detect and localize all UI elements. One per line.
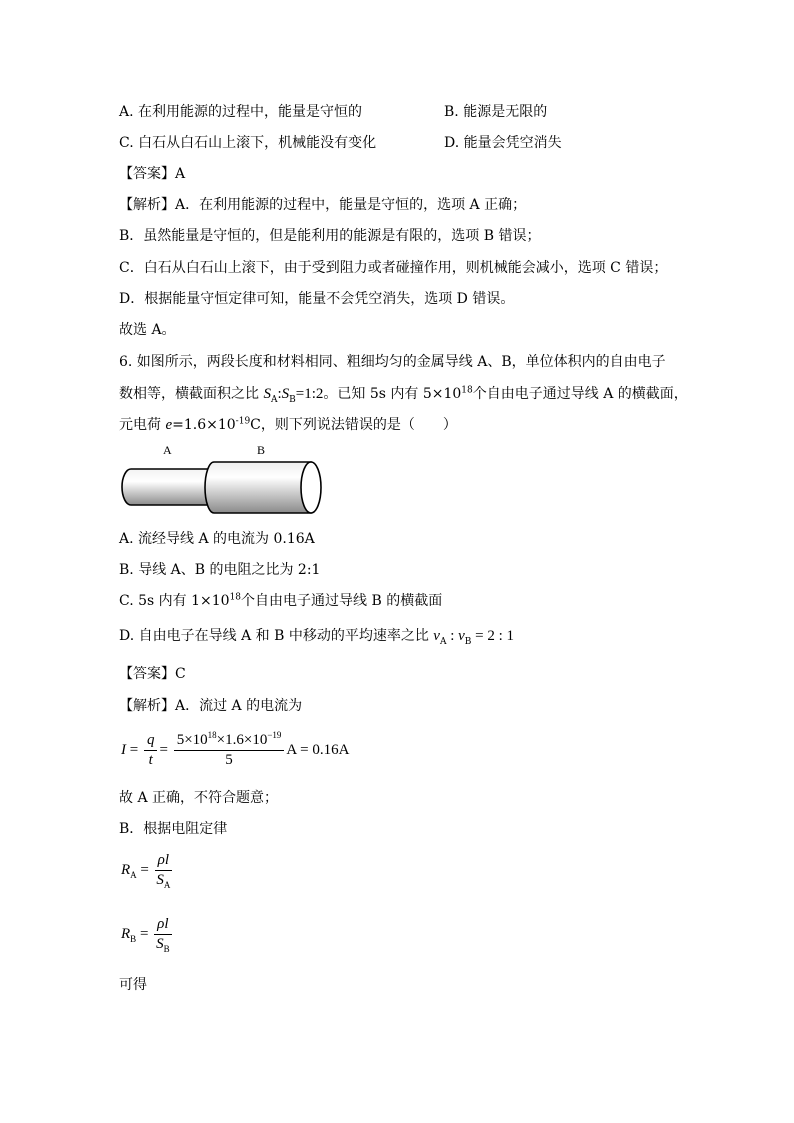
resistance-a-equation: $R_A$ = $\frac{\rho l}{S_A}$	[121, 852, 171, 890]
q5-analysis-line: B．虽然能量是守恒的，但是能利用的能源是有限的，选项 B 错误；	[119, 228, 541, 244]
symbol-e: e	[165, 417, 173, 433]
wire-a	[122, 469, 211, 505]
fraction-value	[174, 732, 285, 769]
q6-option-b: B. 导线 A、B 的电阻之比为 2:1	[119, 562, 321, 578]
symbol-s: S	[281, 386, 290, 402]
symbol-v: v	[433, 628, 440, 644]
stem-text: 数相等，横截面积之比	[119, 386, 264, 402]
q5-analysis-line: 【解析】A．在利用能源的过程中，能量是守恒的，选项 A 正确；	[119, 197, 527, 213]
fraction-rho-l-over-sb: $\frac{\rho l}{S_B}$	[156, 916, 170, 954]
q5-option-c: C. 白石从白石山上滚下，机械能没有变化	[119, 135, 377, 151]
subscript: A	[439, 636, 447, 647]
q5-option-a: A. 在利用能源的过程中，能量是守恒的	[119, 104, 363, 120]
q6-conclude: 可得	[119, 977, 147, 993]
numerator: ρl	[155, 852, 172, 871]
q5-option-d: D. 能量会凭空消失	[444, 135, 562, 151]
stem-text: C，则下列说法错误的是（ ）	[250, 417, 457, 433]
subscript: A	[130, 869, 137, 880]
stem-text: 个自由电子通过导线 A 的横截面，	[472, 386, 688, 402]
q6-analysis-b: B．根据电阻定律	[119, 821, 228, 837]
q6-stem-line: 6. 如图所示，两段长度和材料相同、粗细均匀的金属导线 A、B，单位体积内的自由电子	[119, 354, 666, 370]
subscript: B	[289, 394, 296, 405]
q6-option-c	[119, 592, 442, 610]
label-a: A	[163, 443, 172, 457]
q5-analysis-line: D．根据能量守恒定律可知，能量不会凭空消失，选项 D 错误。	[119, 291, 515, 307]
numerator: $5\times 10^{18}\times 1.6\times 10^{-19}$	[174, 732, 285, 751]
numerator: ρl	[154, 916, 171, 935]
stem-text: =1.6×10	[172, 417, 236, 433]
wire-b-end	[301, 462, 321, 513]
subscript: B	[130, 933, 137, 944]
q6-stem-line: 数相等，横截面积之比 $S_A:S_B=1:2$。已知 5s 内有 $5\times 10^{18}$个自由电子通过导线 A 的横截面，	[119, 385, 688, 405]
subscript: B	[464, 636, 472, 647]
symbol-r: R	[121, 861, 131, 878]
q5-answer: 【答案】A	[119, 166, 186, 182]
stem-text: 。已知 5s 内有 5×10	[323, 386, 462, 402]
current-equation: I = $\frac{q}{t}$ = $\frac{5\times 10^{18}\times 1.6\times 10^{-19}}{5}$ A = 0.16A	[121, 730, 350, 768]
symbol-v: v	[458, 628, 465, 644]
equation-result: A = 0.16A	[286, 741, 350, 758]
fraction-q-over-t	[144, 732, 158, 769]
symbol-i: I	[121, 741, 126, 758]
option-text: D. 自由电子在导线 A 和 B 中移动的平均速率之比	[119, 628, 434, 644]
numerator: q	[144, 732, 158, 751]
option-text: 个自由电子通过导线 B 的横截面	[241, 593, 443, 609]
q6-stem-line	[119, 416, 457, 434]
label-b: B	[257, 443, 266, 457]
colon: :	[446, 628, 459, 644]
q6-analysis-a: 【解析】A．流过 A 的电流为	[119, 698, 303, 714]
exponent: 18	[229, 592, 242, 603]
q5-option-b: B. 能源是无限的	[444, 104, 548, 120]
q6-option-d	[119, 627, 514, 645]
ratio-value: = 2 : 1	[471, 628, 515, 644]
symbol-r: R	[121, 925, 131, 942]
wire-figure	[119, 440, 324, 520]
option-text: C. 5s 内有 1×10	[119, 593, 230, 609]
q6-conclusion-a: 故 A 正确，不符合题意；	[119, 790, 279, 806]
q6-answer: 【答案】C	[119, 666, 186, 682]
q5-analysis-line: C．白石从白石山上滚下，由于受到阻力或者碰撞作用，则机械能会减小，选项 C 错误；	[119, 260, 668, 276]
exponent: 18	[461, 385, 473, 396]
fraction-rho-l-over-sa: $\frac{\rho l}{S_A}$	[156, 852, 171, 890]
denominator: t	[148, 752, 153, 768]
ratio-value: =1:2	[295, 386, 324, 402]
denominator: 5	[225, 752, 233, 768]
exponent: -19	[235, 416, 251, 427]
resistance-b-equation: $R_B$ = $\frac{\rho l}{S_B}$	[121, 916, 170, 954]
wire-b	[205, 462, 311, 513]
symbol-s: S	[263, 386, 271, 402]
subscript: A	[270, 394, 278, 405]
q5-analysis-line: 故选 A。	[119, 322, 176, 338]
q6-option-a: A. 流经导线 A 的电流为 0.16A	[119, 531, 315, 547]
stem-text: 元电荷	[119, 417, 166, 433]
